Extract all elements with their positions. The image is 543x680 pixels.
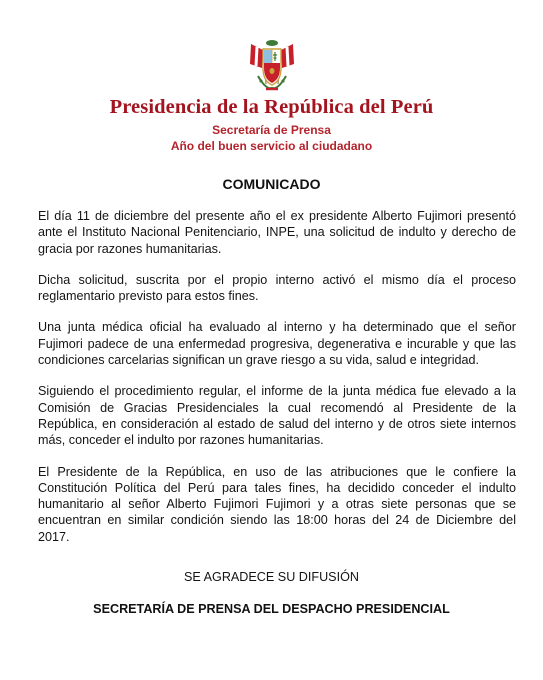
- shield-icon: [263, 49, 281, 85]
- year-motto: Año del buen servicio al ciudadano: [170, 139, 373, 153]
- paragraph-5: El Presidente de la República, en uso de las atribuciones que le confiere la Constitución Política del Perú para tales fines, ha decidido conceder el indulto humanitario al señor Alberto Fujimori Fujimori y a otras siete personas que se encuentran en similar condición siendo las 18:00 horas del 24 de Diciembre del 2017.: [38, 464, 516, 544]
- signature-line: SECRETARÍA DE PRENSA DEL DESPACHO PRESIDENCIAL: [93, 602, 450, 616]
- document-body: [38, 208, 516, 560]
- paragraph-4: Siguiendo el procedimiento regular, el informe de la junta médica fue elevado a la Comisión de Gracias Presidenciales la cual recomendó al Presidente de la República, en consideración al estado de salud del interno y de otros siete internos más, conceder el indulto por razones humanitarias.: [38, 384, 516, 448]
- peru-coat-of-arms-icon: [246, 38, 298, 94]
- department-subtitle: Secretaría de Prensa: [212, 123, 331, 137]
- document-title: COMUNICADO: [222, 176, 321, 192]
- organization-title: Presidencia de la República del Perú: [109, 96, 434, 118]
- closing-line: SE AGRADECE SU DIFUSIÓN: [184, 570, 359, 584]
- letterhead: [0, 38, 543, 154]
- paragraph-1: El día 11 de diciembre del presente año el ex presidente Alberto Fujimori presentó ante el Instituto Nacional Penitenciario, INPE, una solicitud de indulto y derecho de gracia por razones humanitarias.: [38, 209, 516, 256]
- paragraph-2: Dicha solicitud, suscrita por el propio interno activó el mismo día el proceso reglamentario previsto para estos fines.: [38, 272, 516, 304]
- paragraph-3: Una junta médica oficial ha evaluado al interno y ha determinado que el señor Fujimori padece de una enfermedad progresiva, degenerativa e incurable y que las condiciones carcelarias significan un grave riesgo a su vida, salud e integridad.: [38, 320, 516, 368]
